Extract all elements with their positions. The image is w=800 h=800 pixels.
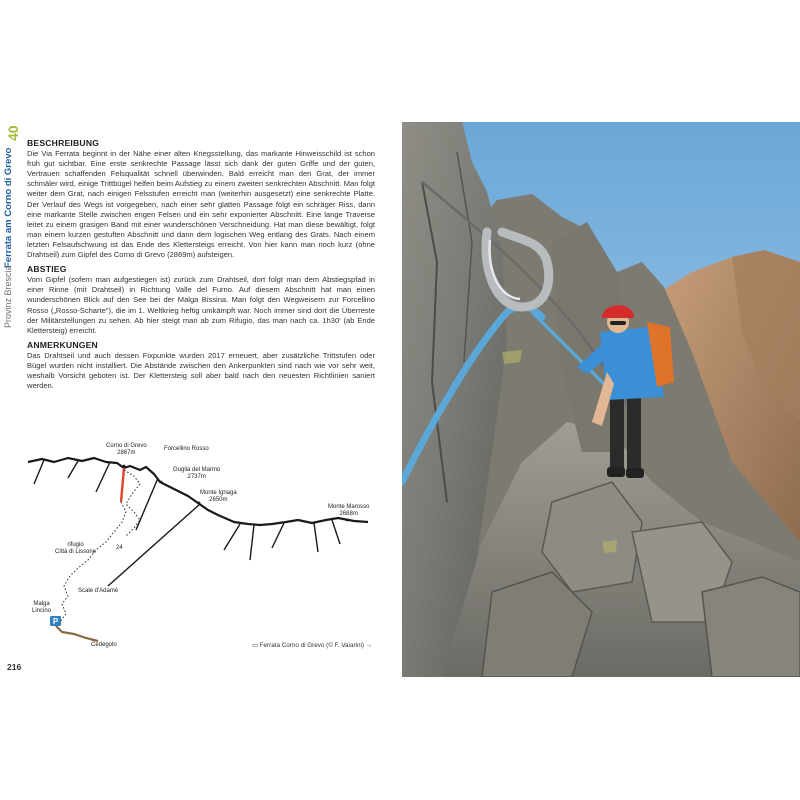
caption-text: Ferrata Corno di Grevo (© F. Vaiarini) [259, 642, 364, 649]
climber-boot [626, 468, 644, 478]
ridge-spur [272, 523, 284, 548]
summit-marker [160, 481, 163, 484]
label-rifugio [55, 542, 96, 556]
lichen [602, 540, 617, 553]
route-title: Ferrata am Corno di Grevo [3, 147, 14, 268]
label-ignaga [200, 490, 237, 504]
ridge-spur [96, 462, 110, 492]
ferrata-route [121, 468, 124, 502]
chapter-number: 40 [5, 125, 21, 141]
page-number-left: 216 [7, 662, 22, 672]
ridge-spur [34, 460, 44, 484]
guglia-alt: 2737m [187, 474, 206, 480]
ridge-spur [250, 525, 254, 560]
heading-beschreibung: BESCHREIBUNG [27, 138, 100, 148]
corno-alt: 2867m [117, 450, 136, 456]
label-marosso [328, 504, 369, 518]
ridge-spur [332, 520, 340, 544]
rock-block [702, 577, 800, 677]
label-forcellino: Forcellino Rosso [164, 446, 209, 452]
label-scale: Scale d'Adamè [78, 588, 119, 594]
rifugio-line-1: rifugio [67, 542, 84, 548]
climber-boot [607, 467, 625, 477]
text-column [27, 138, 375, 395]
rifugio-line-2: Città di Lissone [55, 549, 97, 555]
label-malga [32, 601, 51, 615]
photo-caption [252, 642, 372, 649]
marosso-alt: 2688m [339, 511, 358, 517]
summit-marker [123, 465, 126, 468]
climber-photo [402, 122, 800, 677]
caption-arrow-icon: → [365, 642, 372, 649]
label-guglia [173, 467, 220, 481]
label-corno [106, 443, 147, 457]
heading-anmerkungen: ANMERKUNGEN [27, 339, 98, 350]
route-map [22, 440, 382, 660]
ridge-spur [68, 461, 78, 478]
lichen [502, 350, 522, 364]
ridge-spur [136, 478, 158, 530]
ridge-spur [314, 523, 318, 552]
region-label: Provinz Brescia [3, 265, 13, 328]
paragraph-beschreibung: Die Via Ferrata beginnt in der Nähe einer alten Kriegsstellung, das markante Hinweisschild ist schon früh gut sichtbar. Eine erste senkrechte Passage lässt sich dank der guten Griffe und der guten, Vertrauen schaffenden Felsqualität schnell überwinden. Bald erreicht man den Grat, der immer schmäler wird, einige Trittbügel helfen beim Aufstieg zu einem zweiten senkrechten Abschnitt. Man folgt weiter dem Grat, nach einigen Felsstufen erreicht man (weiterhin ausgesetzt) eine senkrechte Platte. Der Verlauf des Wegs ist vorgegeben, nach einer sehr glatten Passage folgt ein schräger Riss, dann eine markante Stelle zwischen engen Felsen und ein sehr exponierter Abschnitt. Eine lange Traverse leitet zu einem grasigen Band mit einer wunderschönen Verschneidung. Hat man diese bewältigt, folgt man einem kurzen gestuften Abschnitt und dann dem logischen Weg entlang des Grats. Nach einem letzten Felsaufschwung ist das Ende des Klettersteigs erreicht. Von hier kann man noch kurz (ohne Drahtseil) zum Gipfel des Corno di Grevo (2869m) aufsteigen. [27, 149, 375, 260]
corno-name: Corno di Grevo [106, 443, 147, 449]
ignaga-alt: 2650m [209, 497, 228, 503]
sunglasses [610, 321, 626, 325]
summit-marker [346, 519, 349, 522]
camera-icon: ▭ [251, 642, 258, 649]
parking-letter: P [52, 617, 59, 626]
ridge-spur [224, 524, 240, 550]
marosso-name: Monte Marosso [328, 504, 370, 510]
climber-legs [627, 392, 641, 474]
climber-legs [610, 392, 624, 472]
ignaga-name: Monte Ignaga [200, 490, 237, 496]
paragraph-anmerkungen: Das Drahtseil und auch dessen Fixpunkte wurden 2017 erneuert, aber zusätzliche Trittstufen oder Bügel wurden nicht installiert. Die Abstände zwischen den Ankerpunkten sind nach wie vor sehr weit, weshalb Vorsicht geboten ist. Der Klettersteig soll aber bald nach den neuesten Richtlinien saniert werden. [27, 350, 375, 391]
paragraph-abstieg: Vom Gipfel (sofern man aufgestiegen ist) zurück zum Drahtseil, dort folgt man dem Abstiegspfad in einer Rinne (mit Drahtseil) in Richtung Valle del Furno. Auf diesem Abschnitt hat man einen wunderschönen Blick auf den See bei der Malga Bissina. Man folgt den Wegweisern zur Forcellino Rosso („Rosso-Scharte"), die im 1. Weltkrieg heftig umkämpft war. Noch immer sind dort die Überreste der Militärstellungen zu sehen. Ab hier steigt man ab zum Rifugio, das man nach ca. 1h30' (ab Ende Klettersteig) erreicht. [27, 275, 375, 335]
guglia-name: Guglia del Marmo [173, 467, 221, 473]
access-road [56, 626, 98, 641]
malga-line-1: Malga [33, 601, 50, 607]
label-route-number: 24 [116, 545, 123, 551]
photo-illustration [402, 122, 800, 677]
malga-line-2: Lincino [32, 608, 52, 614]
approach-path [60, 502, 126, 622]
label-cedegolo: Cedegolo [91, 642, 117, 648]
heading-abstieg: ABSTIEG [27, 264, 67, 275]
